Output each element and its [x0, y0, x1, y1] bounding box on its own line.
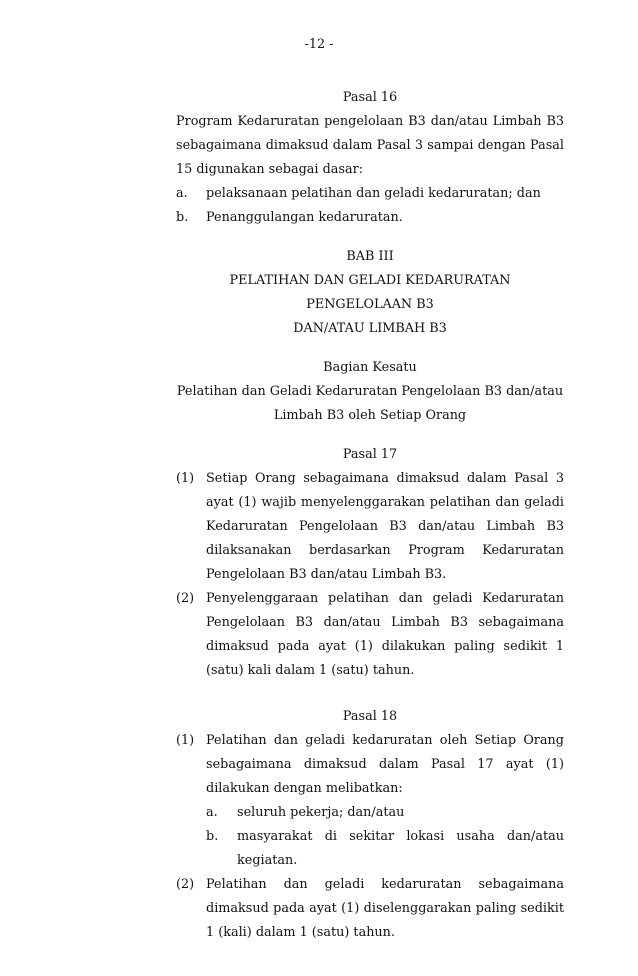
ayat-text: Pelatihan dan geladi kedaruratan sebagaimana dimaksud pada ayat (1) diselenggarakan paling sedikit 1 (kali) dalam 1 (satu) tahun. — [206, 877, 564, 940]
pasal-16-heading: Pasal 16 — [342, 90, 398, 105]
bab-title-line-2: DAN/ATAU LIMBAH B3 — [293, 321, 447, 336]
page-number: -12 - — [304, 37, 334, 52]
sub-list-marker: b. — [206, 829, 219, 844]
ayat-item — [176, 467, 564, 587]
sub-list-marker: a. — [206, 805, 218, 820]
pasal-17-heading: Pasal 17 — [342, 447, 398, 462]
list-item — [176, 206, 564, 230]
bagian-title-line-2: Limbah B3 oleh Setiap Orang — [273, 408, 467, 423]
ayat-text: Pelatihan dan geladi kedaruratan oleh Setiap Orang sebagaimana dimaksud dalam Pasal 17 ayat (1) dilakukan dengan melibatkan: — [206, 733, 564, 796]
sub-list-text: seluruh pekerja; dan/atau — [237, 805, 405, 820]
ayat-marker: (2) — [176, 877, 195, 892]
list-marker: b. — [176, 210, 189, 225]
sub-list-item — [206, 801, 564, 825]
ayat-marker: (1) — [176, 471, 195, 486]
bab-title-line-1: PELATIHAN DAN GELADI KEDARURATAN PENGELOLAAN B3 — [229, 273, 511, 312]
list-item — [176, 182, 564, 206]
sub-list-text: masyarakat di sekitar lokasi usaha dan/atau kegiatan. — [237, 829, 564, 868]
ayat-item — [176, 729, 564, 873]
list-text: pelaksanaan pelatihan dan geladi kedaruratan; dan — [206, 186, 541, 201]
ayat-text: Setiap Orang sebagaimana dimaksud dalam Pasal 3 ayat (1) wajib menyelenggarakan pelatihan dan geladi Kedaruratan Pengelolaan B3 dan/atau Limbah B3 dilaksanakan berdasarkan Program Kedaruratan Pengelolaan B3 dan/atau Limbah B3. — [206, 471, 564, 582]
ayat-text: Penyelenggaraan pelatihan dan geladi Kedaruratan Pengelolaan B3 dan/atau Limbah B3 sebagaimana dimaksud pada ayat (1) dilakukan paling sedikit 1 (satu) kali dalam 1 (satu) tahun. — [206, 591, 564, 678]
bagian-title-line-1: Pelatihan dan Geladi Kedaruratan Pengelolaan B3 dan/atau — [176, 384, 564, 399]
pasal-16-intro: Program Kedaruratan pengelolaan B3 dan/atau Limbah B3 sebagaimana dimaksud dalam Pasal 3 sampai dengan Pasal 15 digunakan sebagai dasar: — [176, 114, 564, 177]
list-text: Penanggulangan kedaruratan. — [206, 210, 403, 225]
ayat-marker: (2) — [176, 591, 195, 606]
bagian-number: Bagian Kesatu — [323, 360, 417, 375]
ayat-item — [176, 587, 564, 683]
ayat-item — [176, 873, 564, 945]
sub-list-item — [206, 825, 564, 873]
ayat-body — [206, 729, 564, 873]
ayat-marker: (1) — [176, 733, 195, 748]
page-content — [176, 86, 564, 945]
list-marker: a. — [176, 186, 188, 201]
bab-number: BAB III — [346, 249, 394, 264]
pasal-18-heading: Pasal 18 — [342, 709, 398, 724]
